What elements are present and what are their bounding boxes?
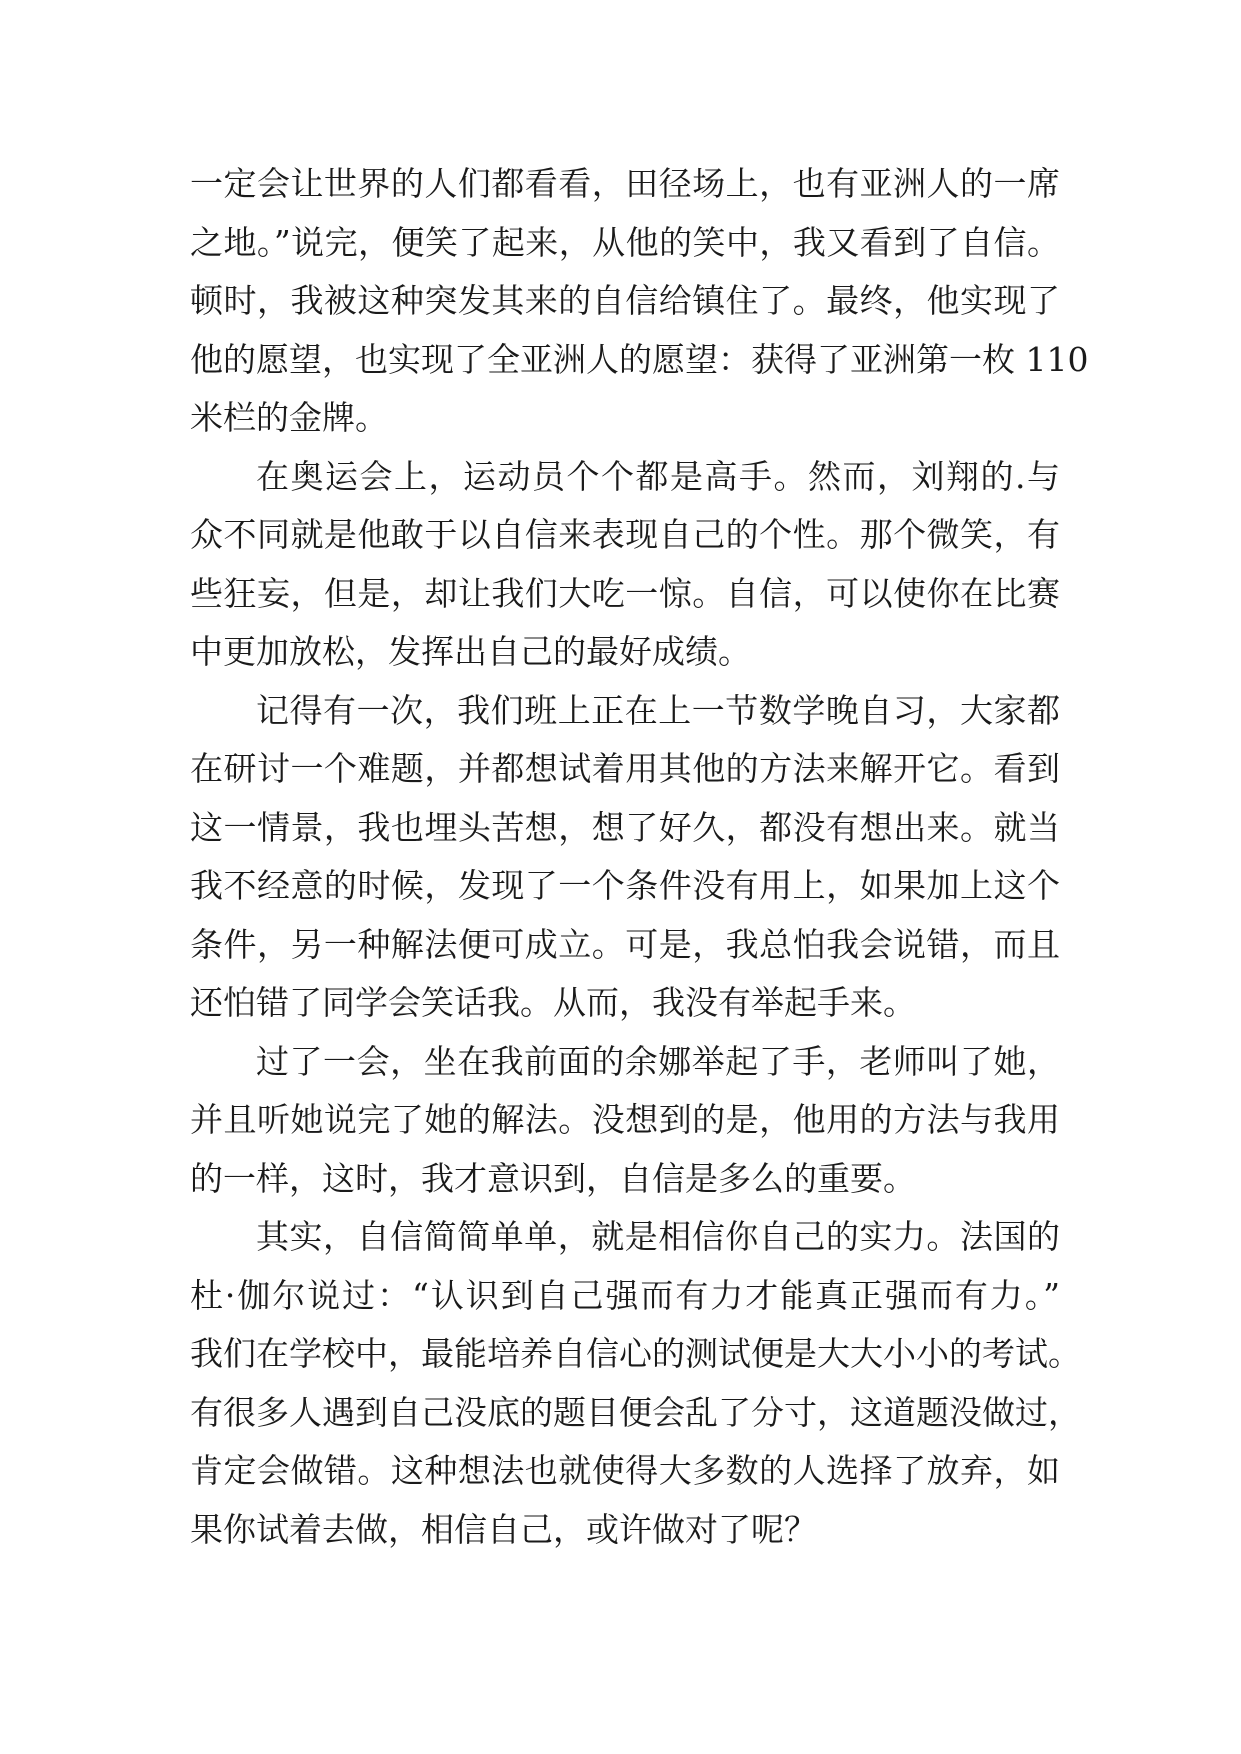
text-line: 记得有一次，我们班上正在上一节数学晚自习，大家都 — [256, 690, 1060, 730]
text-line: 众不同就是他敢于以自信来表现自己的个性。那个微笑，有 — [190, 515, 1060, 554]
text-line: 在奥运会上，运动员个个都是高手。然而，刘翔的.与 — [256, 456, 1060, 496]
text-line: 的一样，这时，我才意识到，自信是多么的重要。 — [190, 1158, 916, 1198]
text-line: 过了一会，坐在我前面的余娜举起了手，老师叫了她， — [256, 1041, 1060, 1081]
text-line: 我们在学校中，最能培养自信心的测试便是大大小小的考试。 — [190, 1334, 1081, 1373]
text-line: 一定会让世界的人们都看看，田径场上，也有亚洲人的一席 — [190, 164, 1060, 203]
text-line: 条件，另一种解法便可成立。可是，我总怕我会说错，而且 — [190, 924, 1060, 964]
text-line: 果你试着去做，相信自己，或许做对了呢？ — [190, 1509, 817, 1549]
text-line: 并且听她说完了她的解法。没想到的是，他用的方法与我用 — [190, 1100, 1060, 1139]
text-line: 有很多人遇到自己没底的题目便会乱了分寸，这道题没做过， — [190, 1392, 1081, 1432]
text-line: 肯定会做错。这种想法也就使得大多数的人选择了放弃，如 — [190, 1451, 1060, 1490]
text-line: 我不经意的时候，发现了一个条件没有用上，如果加上这个 — [190, 866, 1060, 905]
text-line: 之地。”说完，便笑了起来，从他的笑中，我又看到了自信。 — [190, 222, 1060, 262]
text-line: 些狂妄，但是，却让我们大吃一惊。自信，可以使你在比赛 — [190, 573, 1060, 613]
text-line: 其实，自信简简单单，就是相信你自己的实力。法国的 — [256, 1217, 1060, 1256]
text-line: 米栏的金牌。 — [190, 398, 388, 437]
text-line: 顿时，我被这种突发其来的自信给镇住了。最终，他实现了 — [190, 281, 1060, 320]
text-line: 杜·伽尔说过：“认识到自己强而有力才能真正强而有力。” — [190, 1275, 1060, 1315]
text-line: 还怕错了同学会笑话我。从而，我没有举起手来。 — [190, 983, 916, 1022]
document-body — [190, 155, 1089, 1559]
text-line: 这一情景，我也埋头苦想，想了好久，都没有想出来。就当 — [190, 807, 1060, 847]
text-line: 中更加放松，发挥出自己的最好成绩。 — [190, 632, 751, 671]
text-line: 在研讨一个难题，并都想试着用其他的方法来解开它。看到 — [190, 749, 1060, 788]
text-line: 他的愿望，也实现了全亚洲人的愿望：获得了亚洲第一枚 110 — [190, 339, 1089, 379]
